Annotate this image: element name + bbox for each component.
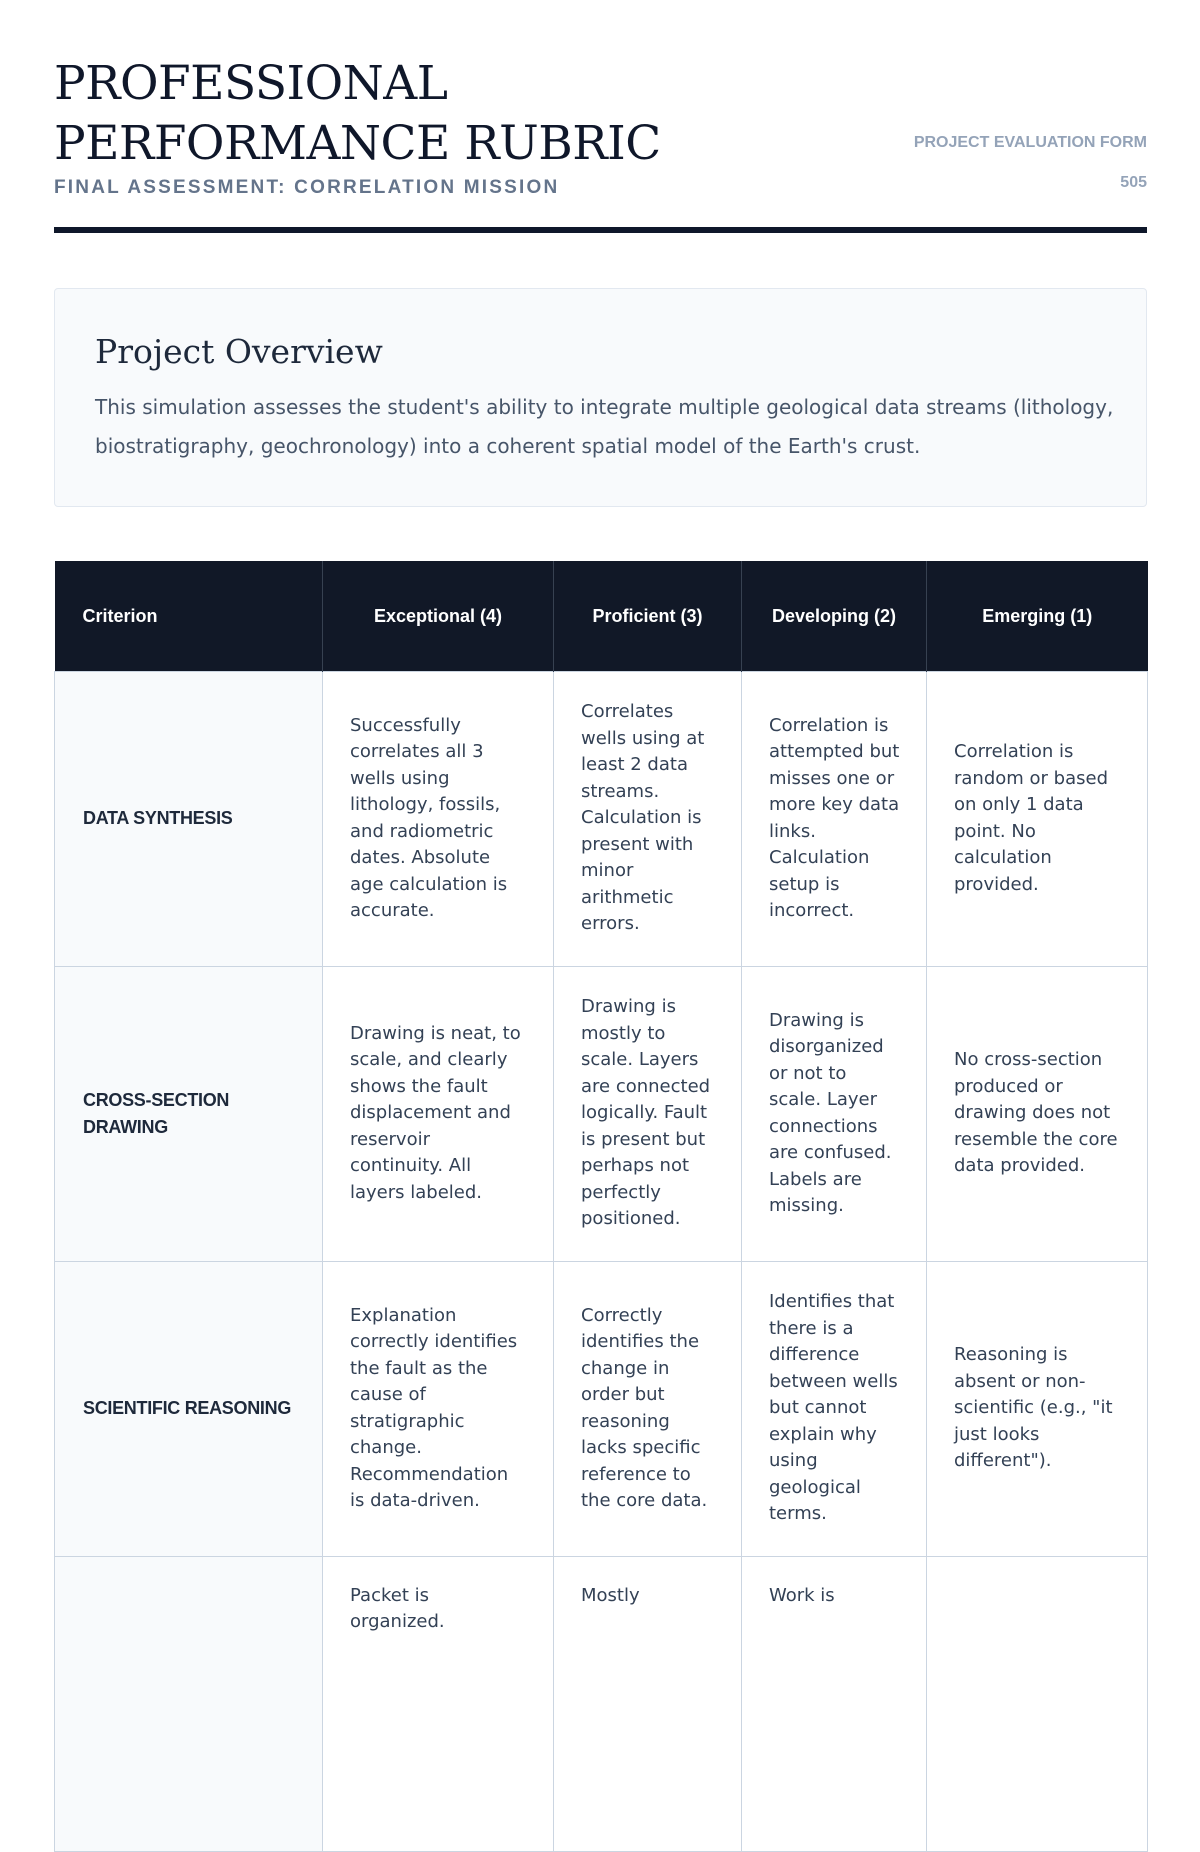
column-header-proficient: Proficient (3): [554, 561, 742, 671]
rubric-cell: Mostly: [554, 1556, 742, 1851]
column-header-criterion: Criterion: [55, 561, 323, 671]
criterion-cell: DATA SYNTHESIS: [55, 671, 323, 966]
rubric-cell: Drawing is neat, to scale, and clearly shows the fault displacement and reservoir continuity. All layers labeled.: [323, 966, 554, 1261]
rubric-cell: Identifies that there is a difference between wells but cannot explain why using geological terms.: [742, 1261, 927, 1556]
rubric-cell: Packet is organized.: [323, 1556, 554, 1851]
rubric-cell: Drawing is mostly to scale. Layers are connected logically. Fault is present but perhaps not perfectly positioned.: [554, 966, 742, 1261]
overview-title: Project Overview: [95, 332, 383, 371]
header-divider: [54, 227, 1147, 233]
column-header-developing: Developing (2): [742, 561, 927, 671]
table-row: [55, 1261, 1148, 1556]
rubric-cell: Correlation is random or based on only 1 data point. No calculation provided.: [927, 671, 1148, 966]
rubric-header-row: [55, 561, 1148, 671]
page-title: PROFESSIONAL PERFORMANCE RUBRIC: [54, 56, 661, 171]
rubric-cell: [927, 1556, 1148, 1851]
page-header: [54, 0, 1147, 236]
rubric-cell: Work is: [742, 1556, 927, 1851]
table-row: [55, 671, 1148, 966]
form-number: 505: [1120, 174, 1147, 191]
rubric-cell: Correlation is attempted but misses one or more key data links. Calculation setup is incorrect.: [742, 671, 927, 966]
table-row: [55, 1556, 1148, 1851]
criterion-cell: CROSS-SECTION DRAWING: [55, 966, 323, 1261]
column-header-emerging: Emerging (1): [927, 561, 1148, 671]
criterion-cell: SCIENTIFIC REASONING: [55, 1261, 323, 1556]
rubric-cell: Correlates wells using at least 2 data streams. Calculation is present with minor arithmetic errors.: [554, 671, 742, 966]
rubric-cell: Correctly identifies the change in order but reasoning lacks specific reference to the core data.: [554, 1261, 742, 1556]
rubric-cell: Successfully correlates all 3 wells using lithology, fossils, and radiometric dates. Absolute age calculation is accurate.: [323, 671, 554, 966]
page-subtitle: FINAL ASSESSMENT: CORRELATION MISSION: [54, 177, 560, 198]
rubric-cell: Explanation correctly identifies the fault as the cause of stratigraphic change. Recommendation is data-driven.: [323, 1261, 554, 1556]
rubric-cell: Reasoning is absent or non-scientific (e.g., "it just looks different").: [927, 1261, 1148, 1556]
rubric-page: [54, 0, 1147, 1632]
overview-body: This simulation assesses the student's ability to integrate multiple geological data streams (lithology, biostratigraphy, geochronology) into a coherent spatial model of the Earth's crust.: [95, 395, 1114, 458]
column-header-exceptional: Exceptional (4): [323, 561, 554, 671]
table-row: [55, 966, 1148, 1261]
rubric-cell: Drawing is disorganized or not to scale. Layer connections are confused. Labels are missing.: [742, 966, 927, 1261]
rubric-table: [54, 561, 1148, 1852]
rubric-cell: No cross-section produced or drawing does not resemble the core data provided.: [927, 966, 1148, 1261]
criterion-cell: [55, 1556, 323, 1851]
form-label: PROJECT EVALUATION FORM: [913, 134, 1147, 151]
